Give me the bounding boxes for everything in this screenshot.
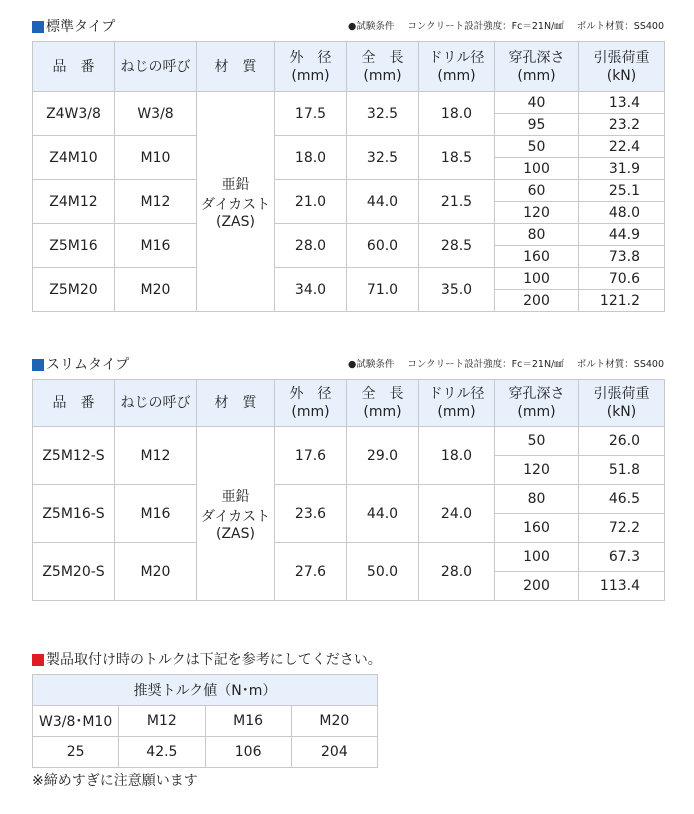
column-header: [197, 380, 275, 427]
tensile-load-cell: 72.2: [579, 514, 665, 543]
bolt-material: ボルト材質：SS400: [576, 359, 664, 370]
thread-size-cell: M16: [115, 224, 197, 268]
part-number-cell: Z5M16: [33, 224, 115, 268]
outer-diameter-cell: 27.6: [275, 543, 347, 601]
tensile-load-cell: 26.0: [579, 427, 665, 456]
column-header: [579, 42, 665, 92]
torque-size: M12: [119, 706, 205, 737]
drill-depth-cell: 160: [495, 246, 579, 268]
total-length-cell: 60.0: [347, 224, 419, 268]
column-header: [275, 380, 347, 427]
torque-table: [32, 674, 378, 768]
drill-depth-cell: 200: [495, 572, 579, 601]
thread-size-cell: M20: [115, 543, 197, 601]
table-row: [33, 92, 665, 114]
slim-section-header: [32, 355, 664, 377]
column-header: [275, 42, 347, 92]
column-header-label: 品 番: [52, 58, 95, 75]
outer-diameter-cell: 34.0: [275, 268, 347, 312]
outer-diameter-cell: 28.0: [275, 224, 347, 268]
column-header-unit: (mm): [363, 67, 402, 84]
thread-size-cell: W3/8: [115, 92, 197, 136]
thread-size-cell: M12: [115, 427, 197, 485]
slim-section-title: スリムタイプ: [46, 357, 130, 373]
tensile-load-cell: 23.2: [579, 114, 665, 136]
drill-depth-cell: 50: [495, 136, 579, 158]
drill-depth-cell: 50: [495, 427, 579, 456]
tensile-load-cell: 113.4: [579, 572, 665, 601]
tensile-load-cell: 67.3: [579, 543, 665, 572]
column-header-unit: (mm): [517, 404, 556, 420]
drill-depth-cell: 120: [495, 202, 579, 224]
column-header-unit: (mm): [291, 67, 330, 84]
column-header-unit: (mm): [437, 404, 476, 420]
tensile-load-cell: 51.8: [579, 456, 665, 485]
drill-depth-cell: 95: [495, 114, 579, 136]
column-header: [347, 380, 419, 427]
column-header-label: 全 長: [361, 49, 404, 66]
tensile-load-cell: 73.8: [579, 246, 665, 268]
tensile-load-cell: 48.0: [579, 202, 665, 224]
torque-value: 42.5: [119, 737, 205, 768]
column-header-unit: (kN): [606, 67, 637, 84]
total-length-cell: 50.0: [347, 543, 419, 601]
total-length-cell: 32.5: [347, 136, 419, 180]
column-header: [495, 380, 579, 427]
outer-diameter-cell: 18.0: [275, 136, 347, 180]
tensile-load-cell: 22.4: [579, 136, 665, 158]
column-header-label: 材 質: [214, 58, 257, 75]
drill-diameter-cell: 24.0: [419, 485, 495, 543]
tensile-load-cell: 70.6: [579, 268, 665, 290]
material-line: ダイカスト: [200, 508, 271, 525]
table-row: [33, 136, 665, 158]
column-header-label: 穿孔深さ: [508, 49, 565, 66]
concrete-strength: コンクリート設計強度：Fc＝21N/㎟: [407, 359, 564, 370]
total-length-cell: 29.0: [347, 427, 419, 485]
column-header-label: 全 長: [361, 386, 404, 402]
outer-diameter-cell: 23.6: [275, 485, 347, 543]
material-cell: [197, 92, 275, 312]
material-line: 亜鉛: [221, 488, 250, 505]
table-row: [33, 543, 665, 572]
blue-square-marker-icon: [32, 21, 44, 33]
part-number-cell: Z5M20-S: [33, 543, 115, 601]
torque-title-text: 製品取付け時のトルクは下記を参考にしてください。: [46, 652, 382, 668]
column-header: [347, 42, 419, 92]
total-length-cell: 32.5: [347, 92, 419, 136]
thread-size-cell: M10: [115, 136, 197, 180]
drill-depth-cell: 40: [495, 92, 579, 114]
drill-diameter-cell: 18.0: [419, 427, 495, 485]
column-header-unit: (mm): [363, 404, 402, 420]
drill-diameter-cell: 28.0: [419, 543, 495, 601]
drill-depth-cell: 80: [495, 485, 579, 514]
outer-diameter-cell: 17.6: [275, 427, 347, 485]
part-number-cell: Z4W3/8: [33, 92, 115, 136]
slim-spec-table: [32, 379, 665, 601]
torque-value: 106: [205, 737, 291, 768]
column-header-label: 穿孔深さ: [508, 386, 565, 402]
column-header-unit: (mm): [437, 67, 476, 84]
torque-value-row: [33, 737, 378, 768]
column-header-label: ねじの呼び: [120, 395, 191, 411]
torque-note: ※締めすぎに注意願います: [32, 773, 198, 789]
part-number-cell: Z5M20: [33, 268, 115, 312]
column-header: [419, 42, 495, 92]
thread-size-cell: M16: [115, 485, 197, 543]
part-number-cell: Z5M16-S: [33, 485, 115, 543]
tensile-load-cell: 46.5: [579, 485, 665, 514]
standard-spec-table: [32, 41, 665, 312]
column-header-label: 引張荷重: [593, 49, 650, 66]
torque-size-row: [33, 706, 378, 737]
part-number-cell: Z5M12-S: [33, 427, 115, 485]
drill-diameter-cell: 28.5: [419, 224, 495, 268]
drill-diameter-cell: 18.0: [419, 92, 495, 136]
column-header-label: ドリル径: [428, 386, 485, 402]
material-line: ダイカスト: [200, 196, 271, 213]
column-header-unit: (kN): [606, 404, 637, 420]
column-header: [579, 380, 665, 427]
tensile-load-cell: 13.4: [579, 92, 665, 114]
drill-depth-cell: 60: [495, 180, 579, 202]
standard-section-header: [32, 17, 664, 39]
column-header-label: ねじの呼び: [120, 58, 191, 75]
outer-diameter-cell: 17.5: [275, 92, 347, 136]
column-header: [197, 42, 275, 92]
total-length-cell: 71.0: [347, 268, 419, 312]
column-header-label: 材 質: [214, 395, 257, 411]
table-row: [33, 224, 665, 246]
column-header-label: 外 径: [289, 49, 332, 66]
tensile-load-cell: 31.9: [579, 158, 665, 180]
table-row: [33, 268, 665, 290]
torque-value: 25: [33, 737, 119, 768]
drill-depth-cell: 100: [495, 543, 579, 572]
column-header: [115, 380, 197, 427]
column-header-label: 引張荷重: [593, 386, 650, 402]
torque-size: M16: [205, 706, 291, 737]
material-cell: [197, 427, 275, 601]
table-row: [33, 427, 665, 456]
thread-size-cell: M12: [115, 180, 197, 224]
outer-diameter-cell: 21.0: [275, 180, 347, 224]
drill-diameter-cell: 18.5: [419, 136, 495, 180]
table-row: [33, 485, 665, 514]
part-number-cell: Z4M12: [33, 180, 115, 224]
test-conditions: [348, 358, 664, 372]
drill-diameter-cell: 35.0: [419, 268, 495, 312]
column-header: [495, 42, 579, 92]
material-line: 亜鉛: [221, 176, 250, 193]
drill-depth-cell: 100: [495, 268, 579, 290]
drill-depth-cell: 80: [495, 224, 579, 246]
concrete-strength: コンクリート設計強度：Fc＝21N/㎟: [407, 21, 564, 32]
torque-header: 推奨トルク値（N･m）: [33, 675, 378, 706]
red-square-marker-icon: [32, 654, 44, 666]
total-length-cell: 44.0: [347, 180, 419, 224]
material-line: (ZAS): [216, 525, 255, 542]
standard-section-title: 標準タイプ: [46, 19, 116, 35]
column-header-label: ドリル径: [428, 49, 485, 66]
column-header: [115, 42, 197, 92]
blue-square-marker-icon: [32, 359, 44, 371]
column-header: [419, 380, 495, 427]
drill-depth-cell: 100: [495, 158, 579, 180]
column-header: [33, 42, 115, 92]
torque-size: M20: [291, 706, 377, 737]
drill-depth-cell: 120: [495, 456, 579, 485]
torque-value: 204: [291, 737, 377, 768]
thread-size-cell: M20: [115, 268, 197, 312]
torque-section-title: [32, 650, 382, 670]
column-header: [33, 380, 115, 427]
drill-diameter-cell: 21.5: [419, 180, 495, 224]
bolt-material: ボルト材質：SS400: [576, 21, 664, 32]
column-header-unit: (mm): [291, 404, 330, 420]
column-header-unit: (mm): [517, 67, 556, 84]
part-number-cell: Z4M10: [33, 136, 115, 180]
test-conditions: [348, 20, 664, 34]
tensile-load-cell: 121.2: [579, 290, 665, 312]
tensile-load-cell: 25.1: [579, 180, 665, 202]
drill-depth-cell: 200: [495, 290, 579, 312]
test-conditions-label: ●試験条件: [348, 21, 395, 32]
material-line: (ZAS): [216, 213, 255, 230]
total-length-cell: 44.0: [347, 485, 419, 543]
table-row: [33, 180, 665, 202]
torque-size: W3/8･M10: [33, 706, 119, 737]
test-conditions-label: ●試験条件: [348, 359, 395, 370]
column-header-label: 外 径: [289, 386, 332, 402]
drill-depth-cell: 160: [495, 514, 579, 543]
column-header-label: 品 番: [52, 395, 95, 411]
tensile-load-cell: 44.9: [579, 224, 665, 246]
